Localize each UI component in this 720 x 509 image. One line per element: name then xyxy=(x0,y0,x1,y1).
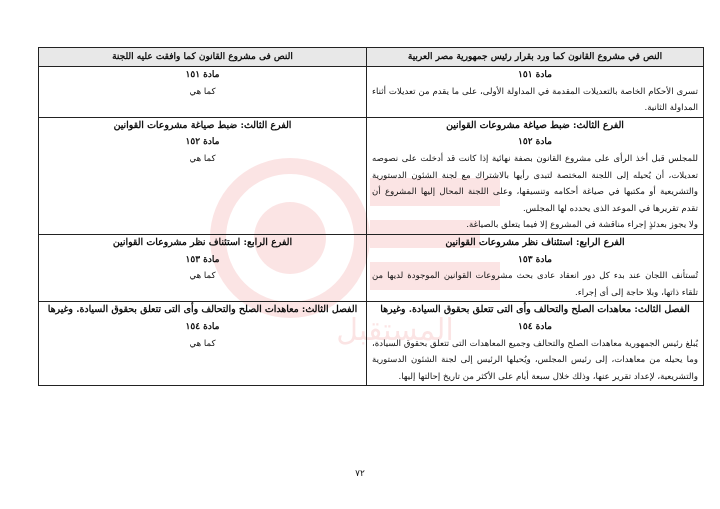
cell-left-151 xyxy=(39,67,367,118)
cell-left-152 xyxy=(39,117,367,234)
article-153-text: تُستأنف اللجان عند بدء كل دور انعقاد عادى بحث مشروعات القوانين الموجودة لديها من تلقاء ذاتها، وبلا حاجة إلى أى إجراء. xyxy=(372,271,698,298)
cell-right-154 xyxy=(367,302,704,386)
cell-right-153 xyxy=(367,234,704,301)
heading-154-right: الفصل الثالث: معاهدات الصلح والتحالف وأى التى تتعلق بحقوق السيادة. وغيرها xyxy=(380,304,690,316)
watermark-text: المستقبل xyxy=(336,313,454,348)
table-row xyxy=(39,117,704,234)
cell-left-154 xyxy=(39,302,367,386)
article-152-text2: ولا يجوز بعدئذٍ إجراء مناقشة في المشروع إلا فيما يتعلق بالصياغة. xyxy=(466,220,698,231)
article-151-right: مادة ١٥١ xyxy=(518,70,552,80)
comparison-table xyxy=(38,47,704,386)
article-154-left: مادة ١٥٤ xyxy=(185,321,220,332)
cell-right-152 xyxy=(367,117,704,234)
header-right: النص في مشروع القانون كما ورد بقرار رئيس جمهورية مصر العربية xyxy=(367,48,704,67)
table-row xyxy=(39,67,704,118)
heading-154-left: الفصل الثالث: معاهدات الصلح والتحالف وأى التى تتعلق بحقوق السيادة. وغيرها xyxy=(47,304,358,316)
heading-153-right: الفرع الرابع: استئناف نظر مشروعات القوانين xyxy=(445,236,625,248)
cell-right-151 xyxy=(367,67,704,118)
same-text-154: كما هي xyxy=(189,338,216,349)
same-text-151: كما هي xyxy=(189,86,216,97)
article-153-left: مادة ١٥٣ xyxy=(185,254,220,265)
article-153-right: مادة ١٥٣ xyxy=(518,254,552,265)
article-154-text: يُبلغ رئيس الجمهورية معاهدات الصلح والتحالف وجميع المعاهدات التى تتعلق بحقوق السيادة، وما يحيله من معاهدات، إلى رئيس المجلس، ويُحيلها الرئيس إلى لجنة الشئون الدستورية والتشريعية، لإعداد تقرير عنها، وذلك خلال سبعة أيام على الأكثر من تاريخ إحالتها إليها. xyxy=(372,338,698,382)
header-left: النص فى مشروع القانون كما وافقت عليه اللجنة xyxy=(39,48,367,67)
article-152-text: للمجلس قبل أخذ الرأى على مشروع القانون بصفة نهائية إذا كانت قد أدخلت على نصوصه تعديلات، أن يُحيله إلى اللجنة المختصة لتبدى رأيها بالاشتراك مع لجنة الشئون الدستورية والتشريعية أو مكتبها في صياغة أحكامه وتنسيقها، وعلى اللجنة المحال إليها المشروع أن تقدم تقريرها في الموعد الذى يحدده لها المجلس. xyxy=(372,153,698,214)
same-text-152: كما هي xyxy=(189,153,216,164)
article-151-text: تسرى الأحكام الخاصة بالتعديلات المقدمة في المداولة الأولى، على ما يقدم من تعديلات أثناء المداولة الثانية. xyxy=(372,86,698,114)
heading-153-left: الفرع الرابع: استئناف نظر مشروعات القوانين xyxy=(112,236,293,248)
article-152-left: مادة ١٥٢ xyxy=(185,137,220,148)
heading-152-left: الفرع الثالث: ضبط صياغة مشروعات القوانين xyxy=(113,119,292,131)
article-152-right: مادة ١٥٢ xyxy=(518,137,552,148)
cell-left-153 xyxy=(39,234,367,301)
same-text-153: كما هي xyxy=(189,271,216,282)
article-151-left: مادة ١٥١ xyxy=(185,70,220,80)
heading-152-right: الفرع الثالث: ضبط صياغة مشروعات القوانين xyxy=(446,119,624,131)
table-row xyxy=(39,302,704,386)
article-154-right: مادة ١٥٤ xyxy=(518,321,552,332)
table-header-row xyxy=(39,48,704,67)
table-row xyxy=(39,234,704,301)
page-number: ٧٢ xyxy=(355,469,365,479)
